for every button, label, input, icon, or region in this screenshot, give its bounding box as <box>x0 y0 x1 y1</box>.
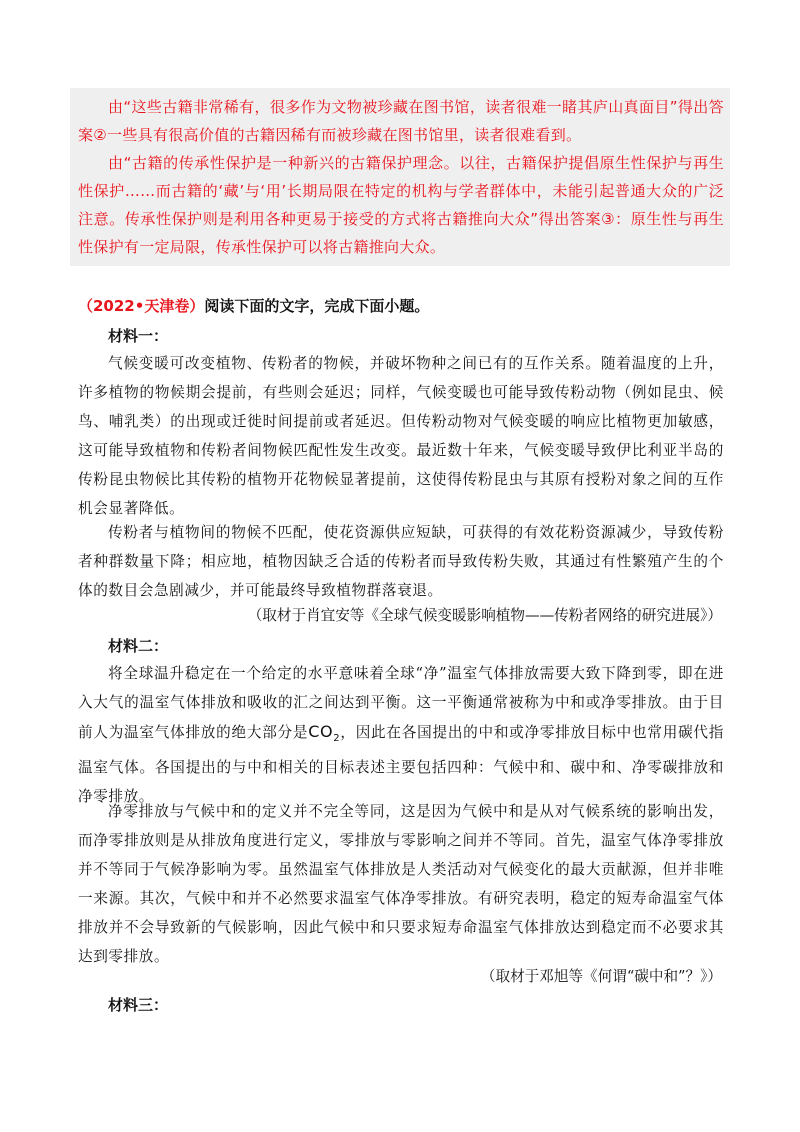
material-1-label: 材料一： <box>108 327 169 345</box>
material-1-paragraph-1: 气候变暖可改变植物、传粉者的物候，并破坏物种之间已有的互作关系。随着温度的上升，许多植物的物候期会提前，有些则会延迟；同样，气候变暖也可能导致传粉动物（例如昆虫、候鸟、哺乳类）的出现或迁徙时间提前或者延迟。但传粉动物对气候变暖的响应比植物更加敏感，这可能导致植物和传粉者间物候匹配性发生改变。最近数十年来，气候变暖导致伊比利亚半岛的传粉昆虫物候比其传粉的植物开花物候显著提前，这使得传粉昆虫与其原有授粉对象之间的互作机会显著降低。 <box>78 355 724 517</box>
answer-paragraph-2: 由“古籍的传承性保护是一种新兴的古籍保护理念。以往，古籍保护提倡原生性保护与再生性保护……而古籍的‘藏’与‘用’长期局限在特定的机构与学者群体中，未能引起普通大众的广泛注意。传承性保护则是利用各种更易于接受的方式将古籍推向大众”得出答案③：原生性与再生性保护有一定局限，传承性保护可以将古籍推向大众。 <box>78 154 724 256</box>
question-heading <box>78 294 429 318</box>
question-prompt: 阅读下面的文字，完成下面小题。 <box>204 297 430 315</box>
material-2-paragraph-1 <box>78 659 724 811</box>
material-2-label: 材料二： <box>108 637 169 655</box>
material-2-source: （取材于邓旭等《何谓“碳中和”？》） <box>480 968 722 985</box>
material-1-source: （取材于肖宜安等《全球气候变暖影响植物——传粉者网络的研究进展》） <box>247 607 722 624</box>
material-2-paragraph-1-text-b: ，因此在各国提出的中和或净零排放目标中也常用碳代指温室气体。各国提出的与中和相关的目标表述主要包括四种：气候中和、碳中和、净零碳排放和净零排放。 <box>78 724 724 806</box>
co2-formula <box>308 722 341 745</box>
exam-source-tag: （2022•天津卷） <box>78 297 205 315</box>
material-1-paragraph-2: 传粉者与植物间的物候不匹配，使花资源供应短缺，可获得的有效花粉资源减少，导致传粉者种群数量下降；相应地，植物因缺乏合适的传粉者而导致传粉失败，其通过有性繁殖产生的个体的数目会急剧减少，并可能最终导致植物群落衰退。 <box>78 524 724 599</box>
material-3-label: 材料三： <box>108 996 169 1014</box>
co2-formula-main: CO <box>308 722 334 741</box>
material-2-paragraph-1-text-a: 将全球温升稳定在一个给定的水平意味着全球“净”温室气体排放需要大致下降到零，即在进入大气的温室气体排放和吸收的汇之间达到平衡。这一平衡通常被称为中和或净零排放。由于目前人为温室气体排放的绝大部分是 <box>78 665 724 741</box>
answer-paragraph-1: 由“这些古籍非常稀有，很多作为文物被珍藏在图书馆，读者很难一睹其庐山真面目”得出答案②一些具有很高价值的古籍因稀有而被珍藏在图书馆里，读者很难看到。 <box>78 98 724 144</box>
co2-formula-subscript: 2 <box>333 733 341 745</box>
material-2-paragraph-2: 净零排放与气候中和的定义并不完全等同，这是因为气候中和是从对气候系统的影响出发，而净零排放则是从排放角度进行定义，零排放与零影响之间并不等同。首先，温室气体净零排放并不等同于气候净影响为零。虽然温室气体排放是人类活动对气候变化的最大贡献源，但并非唯一来源。其次，气候中和并不必然要求温室气体净零排放。有研究表明，稳定的短寿命温室气体排放并不会导致新的气候影响，因此气候中和只要求短寿命温室气体排放达到稳定而不必要求其达到零排放。 <box>78 803 724 965</box>
